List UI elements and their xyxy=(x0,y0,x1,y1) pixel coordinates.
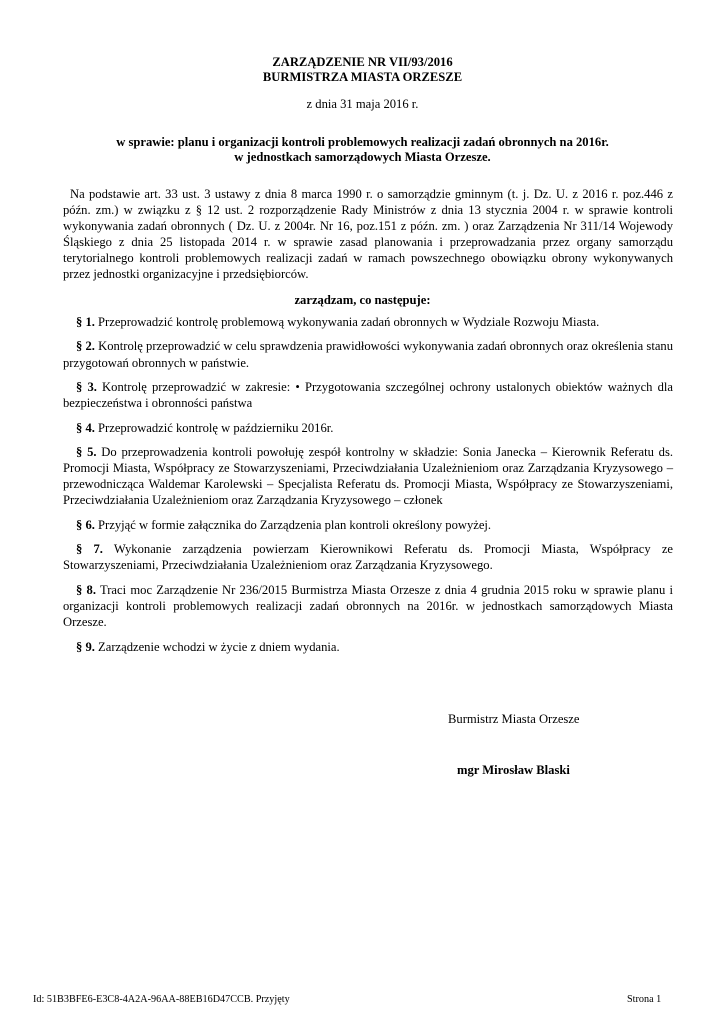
section-6 xyxy=(63,517,673,533)
document-id-footer: Id: 51B3BFE6-E3C8-4A2A-96AA-88EB16D47CCB. Przyjęty xyxy=(33,994,290,1005)
section-text: Zarządzenie wchodzi w życie z dniem wydania. xyxy=(94,639,340,654)
document-subject xyxy=(60,135,665,165)
subject-line-2: w jednostkach samorządowych Miasta Orzesze. xyxy=(234,150,491,164)
signatory-office: Burmistrz Miasta Orzesze xyxy=(448,712,580,726)
document-issuer: BURMISTRZA MIASTA ORZESZE xyxy=(262,70,463,84)
legal-basis-paragraph: Na podstawie art. 33 ust. 3 ustawy z dnia 8 marca 1990 r. o samorządzie gminnym (t. j. Dz. U. z 2016 r. poz.446 z późn. zm.) w związku z § 12 ust. 2 rozporządzenie Rady Ministrów z dnia 13 stycznia 2004 r. w sprawie kontroli wykonywania zadań obronnych ( Dz. U. z 2004r. Nr 16, poz.151 z późn. zm. ) oraz Zarządzenia Nr 311/14 Wojewody Śląskiego z dnia 25 listopada 2014 r. w sprawie zasad planowania i przeprowadzania przez organy samorządu terytorialnego kontroli problemowych realizacji zadań w ramach powszechnego obowiązku obrony wykonywanych przez jednostki organizacyjne i przedsiębiorców. xyxy=(63,187,673,282)
section-4 xyxy=(63,420,673,436)
section-number: § 7. xyxy=(76,542,103,557)
subject-line-1: w sprawie: planu i organizacji kontroli problemowych realizacji zadań obronnych na 2016r. xyxy=(116,135,609,149)
section-number: § 6. xyxy=(76,517,95,532)
section-text: Traci moc Zarządzenie Nr 236/2015 Burmistrza Miasta Orzesze z dnia 4 grudnia 2015 roku w sprawie planu i organizacji kontroli problemowych realizacji zadań obronnych na 2016r. w jednostkach samorządowych Miasta Orzesze. xyxy=(63,582,674,630)
section-5 xyxy=(63,444,673,508)
signatory-name: mgr Mirosław Blaski xyxy=(457,763,570,777)
document-date: z dnia 31 maja 2016 r. xyxy=(306,97,419,111)
section-number: § 2. xyxy=(76,339,95,354)
section-number: § 3. xyxy=(76,380,97,395)
section-number: § 8. xyxy=(76,582,96,597)
section-8 xyxy=(63,582,673,630)
section-9 xyxy=(63,639,673,655)
page-number: Strona 1 xyxy=(627,994,662,1005)
section-text: Przeprowadzić kontrolę problemową wykonywania zadań obronnych w Wydziale Rozwoju Miasta. xyxy=(94,315,600,329)
section-7 xyxy=(63,541,673,573)
decree-heading: zarządzam, co następuje: xyxy=(294,293,431,307)
section-3 xyxy=(63,379,673,411)
section-number: § 4. xyxy=(76,420,95,435)
section-text: Kontrolę przeprowadzić w zakresie: • Przygotowania szczególnej ochrony ustalonych obiektów ważnych dla bezpieczeństwa i obronności państwa xyxy=(63,380,674,411)
section-1 xyxy=(63,314,673,330)
section-text: Wykonanie zarządzenia powierzam Kierownikowi Referatu ds. Promocji Miasta, Współpracy ze Stowarzyszeniami, Przeciwdziałania Uzależnieniom oraz Zarządzania Kryzysowego. xyxy=(63,542,673,573)
section-text: Do przeprowadzenia kontroli powołuję zespół kontrolny w składzie: Sonia Janecka – Kierownik Referatu ds. Promocji Miasta, Współpracy ze Stowarzyszeniami, Przeciwdziałania Uzależnieniom oraz Zarządzania Kryzysowego – przewodnicząca Waldemar Karolewski – Specjalista Referatu ds. Promocji Miasta, Współpracy ze Stowarzyszeniami, Przeciwdziałania Uzależnieniom oraz Zarządzania Kryzysowego – członek xyxy=(63,445,674,508)
section-number: § 9. xyxy=(76,639,95,654)
document-title: ZARZĄDZENIE NR VII/93/2016 xyxy=(272,55,453,69)
section-text: Przeprowadzić kontrolę w październiku 2016r. xyxy=(94,420,334,435)
section-text: Kontrolę przeprowadzić w celu sprawdzenia prawidłowości wykonywania zadań obronnych oraz określenia stanu przygotowań obronnych w państwie. xyxy=(63,339,673,370)
sections-list xyxy=(63,314,673,663)
section-text: Przyjąć w formie załącznika do Zarządzenia plan kontroli określony powyżej. xyxy=(94,517,492,532)
section-2 xyxy=(63,338,673,370)
section-number: § 5. xyxy=(76,445,97,460)
section-number: § 1. xyxy=(76,315,95,329)
